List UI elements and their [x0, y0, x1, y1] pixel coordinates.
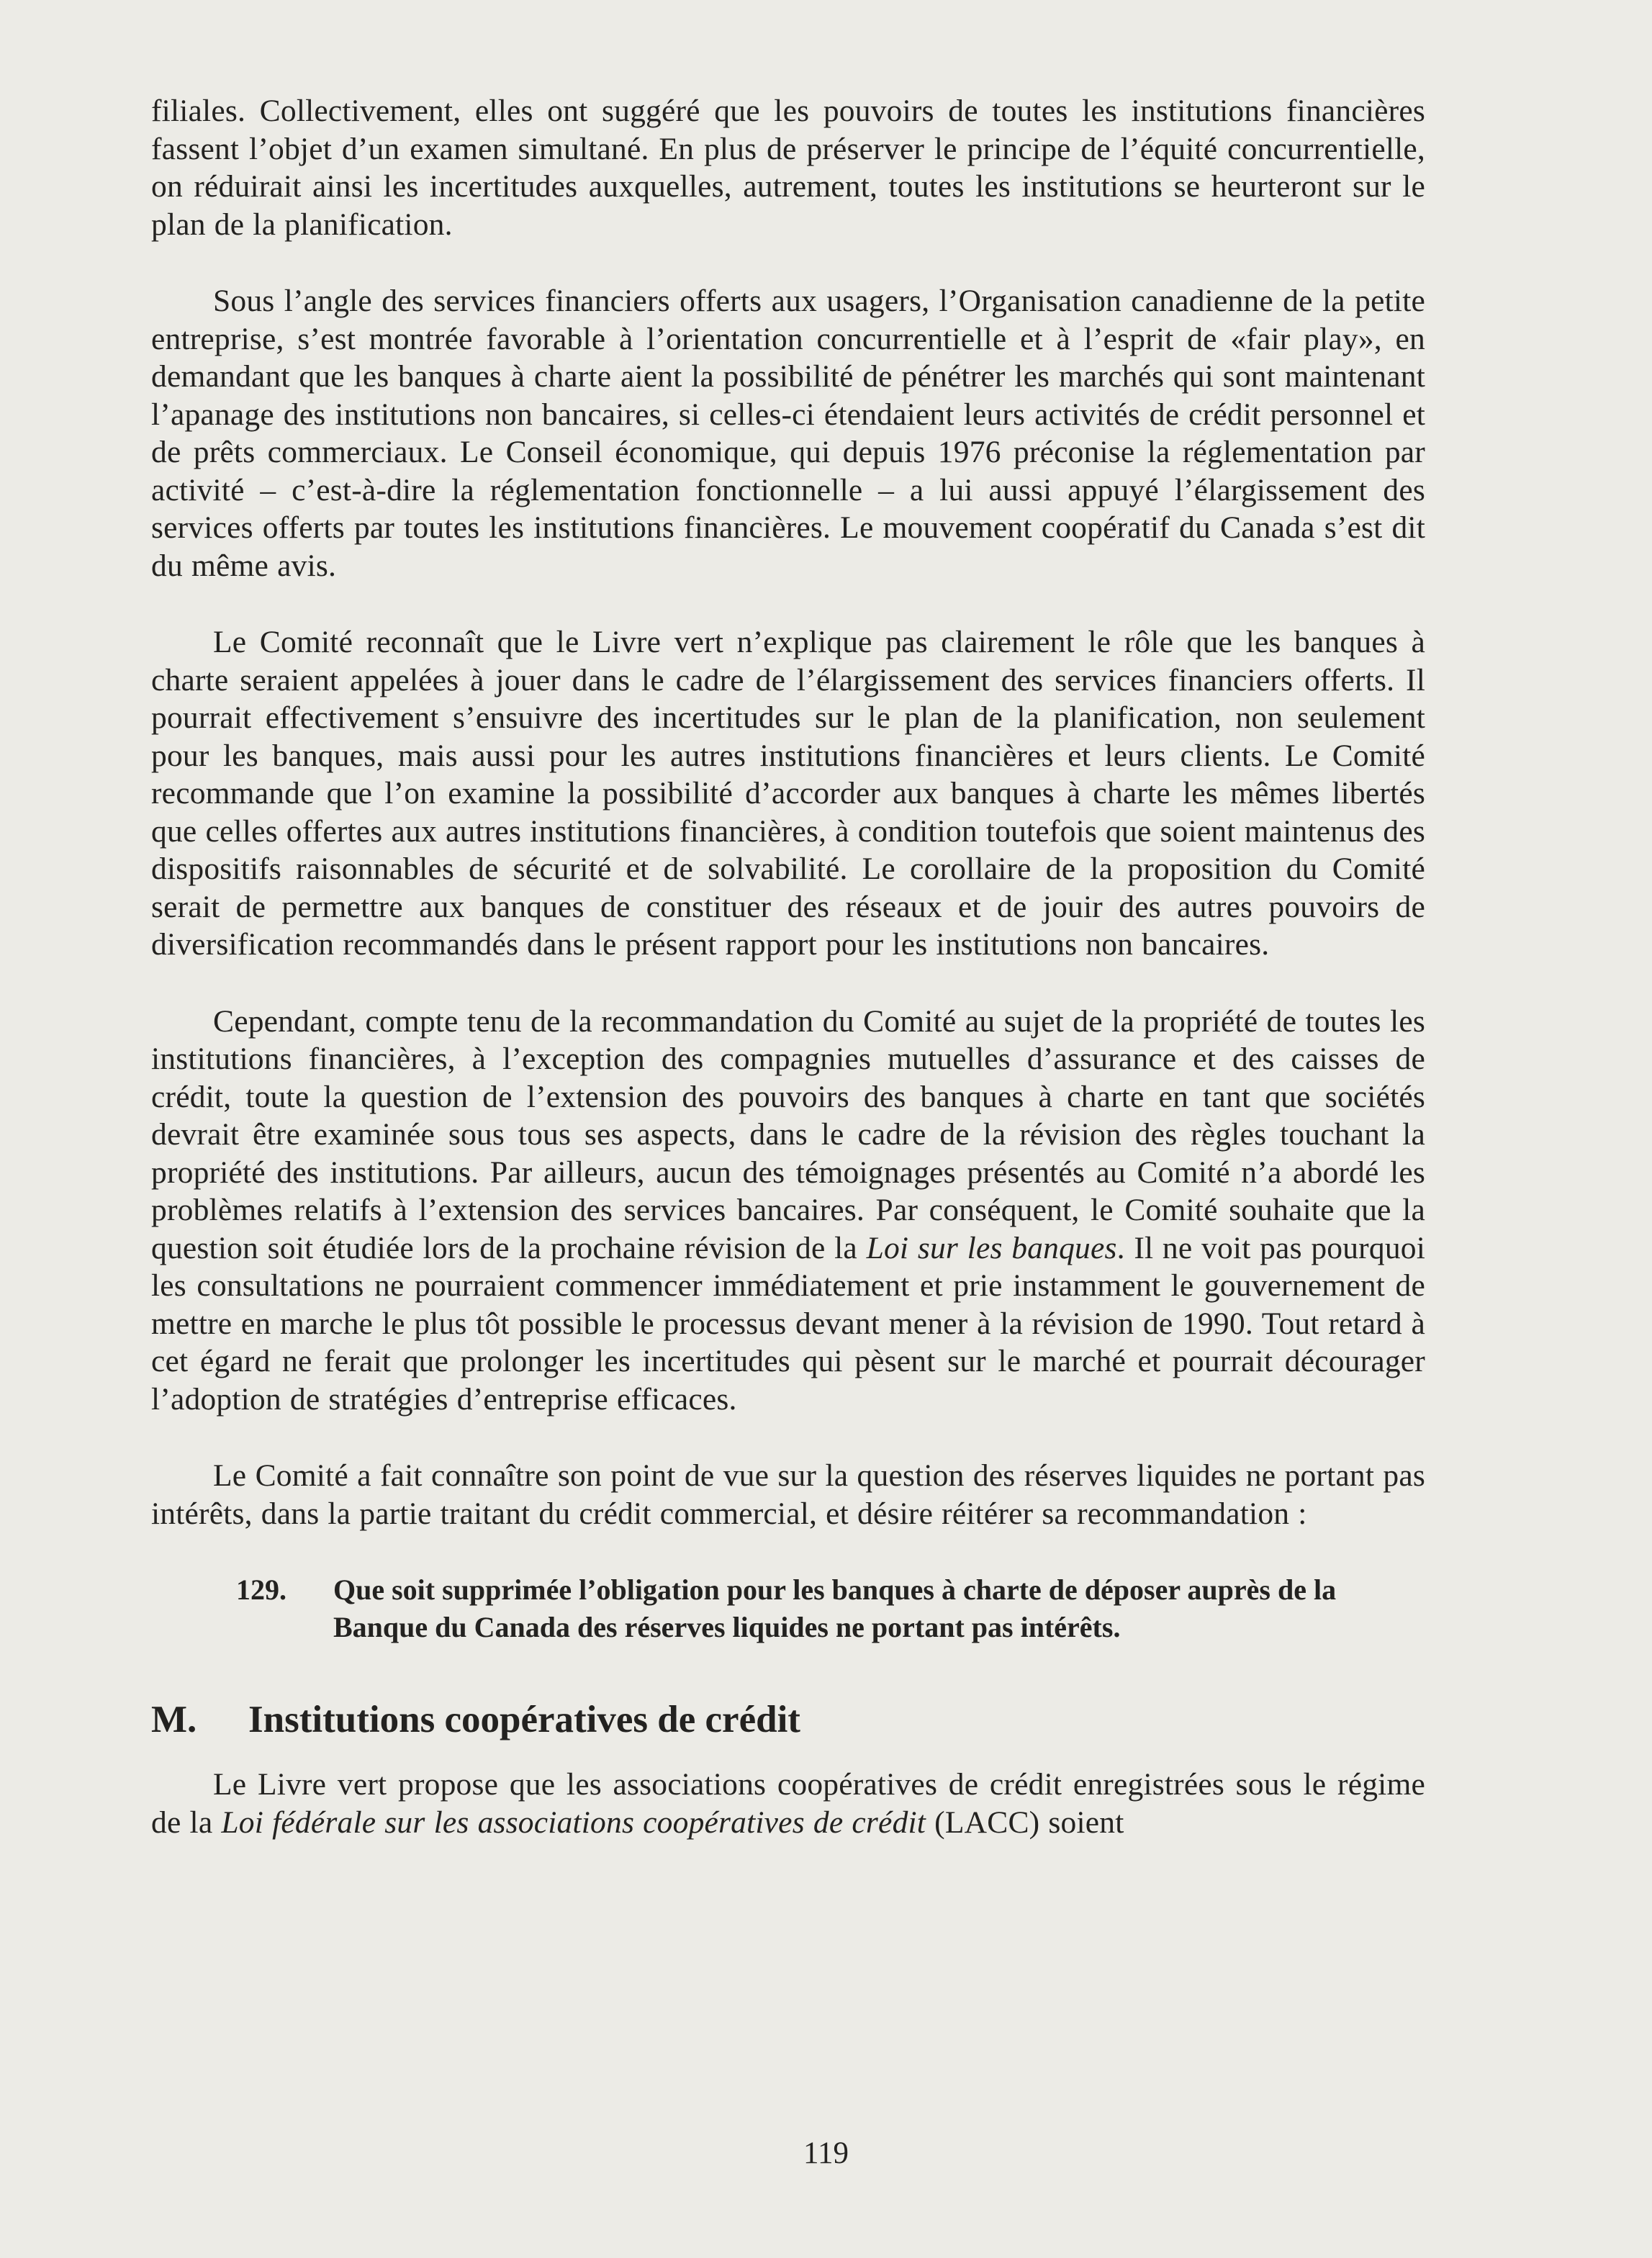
- paragraph-cependant: [151, 1003, 1425, 1419]
- paragraph-filiales: filiales. Collectivement, elles ont suggéré que les pouvoirs de toutes les institutions financières fassent l’objet d’un examen simultané. En plus de préserver le principe de l’équité concurrentielle, on réduirait ainsi les incertitudes auxquelles, autrement, toutes les institutions se heurteront sur le plan de la planification.: [151, 94, 1425, 242]
- section-letter: M.: [151, 1699, 197, 1740]
- recommendation-text: Que soit supprimée l’obligation pour les banques à charte de déposer auprès de la Banque du Canada des réserves liquides ne portant pas intérêts.: [333, 1573, 1337, 1643]
- law-title-italic: Loi fédérale sur les associations coopératives de crédit: [221, 1805, 926, 1840]
- document-page: [151, 92, 1425, 1841]
- recommendation-129: [236, 1571, 1375, 1646]
- section-title: Institutions coopératives de crédit: [248, 1699, 800, 1740]
- section-heading: [151, 1697, 1425, 1743]
- paragraph-services-financiers: Sous l’angle des services financiers offerts aux usagers, l’Organisation canadienne de la petite entreprise, s’est montrée favorable à l’orientation concurrentielle et à l’esprit de «fair play», en demandant que les banques à charte aient la possibilité de pénétrer les marchés qui sont maintenant l’apanage des institutions non bancaires, si celles-ci étendaient leurs activités de crédit personnel et de prêts commerciaux. Le Conseil économique, qui depuis 1976 préconise la réglementation par activité – c’est-à-dire la réglementation fonctionnelle – a lui aussi appuyé l’élargissement des services offerts par toutes les institutions financières. Le mouvement coopératif du Canada s’est dit du même avis.: [151, 284, 1425, 583]
- paragraph-reserves-liquides: Le Comité a fait connaître son point de vue sur la question des réserves liquides ne portant pas intérêts, dans la partie traitant du crédit commercial, et désire réitérer sa recommandation :: [151, 1458, 1425, 1531]
- text-segment: Le Livre vert propose que les associations coopératives de crédit enregistrées sous le régime de la: [151, 1767, 1425, 1840]
- text-segment: Cependant, compte tenu de la recommandation du Comité au sujet de la propriété de toutes les institutions financières, à l’exception des compagnies mutuelles d’assurance et des caisses de crédit, toute la question de l’extension des pouvoirs des banques à charte en tant que sociétés devrait être examinée sous tous ses aspects, dans le cadre de la révision des règles touchant la propriété des institutions. Par ailleurs, aucun des témoignages présentés au Comité n’a abordé les problèmes relatifs à l’extension des services bancaires. Par conséquent, le Comité souhaite que la question soit étudiée lors de la prochaine révision de la: [151, 1003, 1425, 1265]
- law-title-italic: Loi sur les banques: [866, 1230, 1117, 1265]
- paragraph-comite-reconnait: Le Comité reconnaît que le Livre vert n’explique pas clairement le rôle que les banques à charte seraient appelées à jouer dans le cadre de l’élargissement des services financiers offerts. Il pourrait effectivement s’ensuivre des incertitudes sur le plan de la planification, non seulement pour les banques, mais aussi pour les autres institutions financières et leurs clients. Le Comité recommande que l’on examine la possibilité d’accorder aux banques à charte les mêmes libertés que celles offertes aux autres institutions financières, à condition toutefois que soient maintenus des dispositifs raisonnables de sécurité et de solvabilité. Le corollaire de la proposition du Comité serait de permettre aux banques de constituer des réseaux et de jouir des autres pouvoirs de diversification recommandés dans le présent rapport pour les institutions non bancaires.: [151, 625, 1425, 962]
- text-segment: (LACC) soient: [926, 1805, 1124, 1840]
- text-segment: . Il ne voit pas pourquoi les consultations ne pourraient commencer immédiatement et prie instamment le gouvernement de mettre en marche le plus tôt possible le processus devant mener à la révision de 1990. Tout retard à cet égard ne ferait que prolonger les incertitudes qui pèsent sur le marché et pourrait décourager l’adoption de stratégies d’entreprise efficaces.: [151, 1230, 1425, 1417]
- page-number: 119: [803, 2136, 849, 2170]
- paragraph-livre-vert: [151, 1766, 1425, 1841]
- recommendation-number: 129.: [236, 1573, 286, 1606]
